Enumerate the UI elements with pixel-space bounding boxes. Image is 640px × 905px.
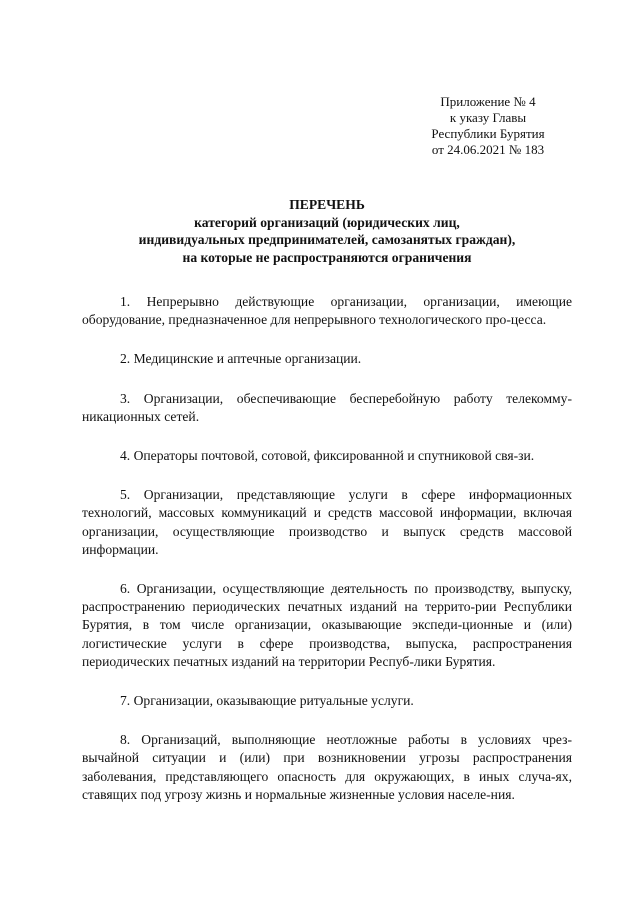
title-line-2: индивидуальных предпринимателей, самозанятых граждан), — [138, 232, 516, 247]
list-item-3: 3. Организации, обеспечивающие бесперебойную работу телекомму-никационных сетей. — [82, 390, 572, 424]
list-item-6: 6. Организации, осуществляющие деятельность по производству, выпуску, распространению периодических печатных изданий на террито-рии Республики Бурятия, в том числе организации, оказывающие экспеди-ционные и (или) логистические услуги в сфере производства, выпуска, распространения периодических печатных изданий на территории Респуб-лики Бурятия. — [82, 581, 572, 669]
list-item-4: 4. Операторы почтовой, сотовой, фиксированной и спутниковой свя-зи. — [120, 448, 535, 464]
appendix-line-2: к указу Главы — [449, 110, 527, 125]
list-item-8: 8. Организаций, выполняющие неотложные работы в условиях чрез-вычайной ситуации и (или) при возникновении угрозы распространения заболевания, представляющего опасность для окружающих, в иных случа-ях, ставящих под угрозу жизнь и нормальные жизненные условия населе-ния. — [82, 732, 572, 802]
items-list — [82, 293, 572, 825]
list-item-1: 1. Непрерывно действующие организации, организации, имеющие оборудование, предназначенное для непрерывного технологического про-цесса. — [82, 294, 572, 328]
title-line-1: категорий организаций (юридических лиц, — [194, 214, 460, 230]
appendix-line-3: Республики Бурятия — [431, 126, 545, 141]
title-heading: ПЕРЕЧЕНЬ — [289, 197, 365, 212]
appendix-note — [418, 94, 558, 158]
appendix-line-4: от 24.06.2021 № 183 — [431, 142, 545, 157]
list-item-7: 7. Организации, оказывающие ритуальные услуги. — [120, 693, 414, 709]
title-line-3: на которые не распространяются ограничения — [182, 249, 472, 265]
list-item-5: 5. Организации, представляющие услуги в сфере информационных технологий, массовых коммуникаций и средств массовой информации, включая организации, осуществляющие производство и выпуск средств массовой информации. — [82, 487, 572, 557]
document-title — [82, 196, 572, 266]
list-item-2: 2. Медицинские и аптечные организации. — [120, 351, 362, 367]
appendix-line-1: Приложение № 4 — [440, 94, 536, 109]
